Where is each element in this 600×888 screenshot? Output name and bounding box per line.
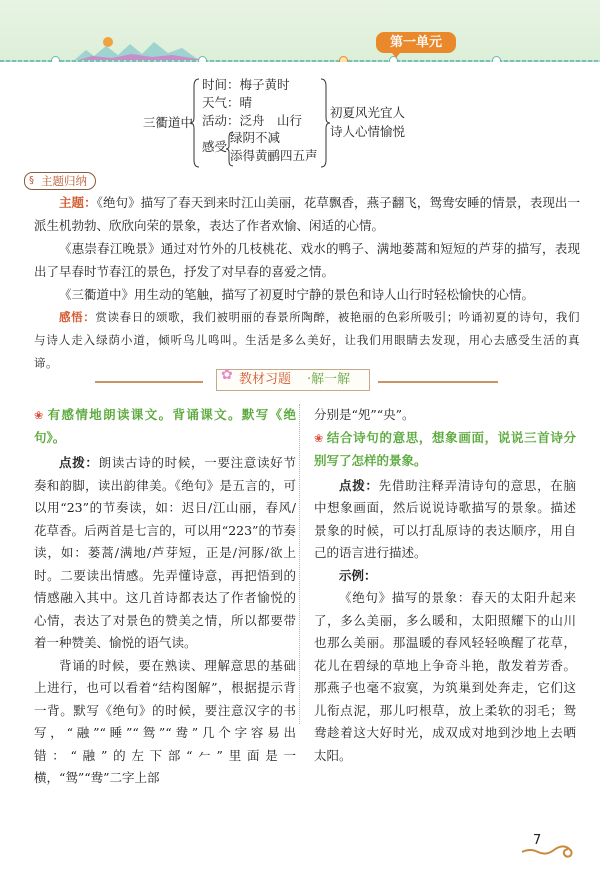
left-column: [34, 404, 296, 790]
header-rule: [0, 60, 600, 62]
example-label: 示例：: [339, 567, 377, 583]
flower-icon: ✿: [221, 367, 233, 383]
banner-divider-right: [378, 381, 498, 383]
page-number: 7: [533, 833, 542, 848]
summary-paragraph-3: 《三衢道中》用生动的笔触，描写了初夏时宁静的景色和诗人山行时轻松愉快的心情。: [59, 287, 535, 302]
exercise-question-2: ❀ 结合诗句的意思，想象画面，说说三首诗分别写了怎样的景象。: [314, 429, 576, 468]
exercise-question-1: ❀ 有感情地朗读课文。背诵课文。默写《绝句》。: [34, 407, 296, 445]
diagram-item-time: 时间：梅子黄时: [202, 77, 290, 92]
diagram-item-feeling: 感受: [202, 139, 228, 154]
rule-dot-active: [339, 56, 348, 62]
structure-diagram: [140, 76, 440, 168]
theme-summary-tag: § 主题归纳: [24, 172, 96, 190]
insight-paragraph: 感悟：赏读春日的颂歌，我们被明丽的春景所陶醉，被艳丽的色彩所吸引；吟诵初夏的诗句，我们与诗人走入绿荫小道，倾听鸟儿鸣叫。生活是多么美好，让我们用眼睛去发现，用心去感受生活的真谛。: [34, 310, 580, 370]
question-mark-icon: ❀: [34, 409, 45, 422]
mountains-icon: [72, 36, 212, 62]
diagram-item-activity: 活动：泛舟 山行: [202, 113, 303, 128]
left-brace-icon: [190, 78, 200, 168]
recite-paragraph: 背诵的时候，要在熟读、理解意思的基础上进行，也可以看着“结构图解”，根据提示背一背。默写《绝句》的时候，要注意汉字的书写，“融”“睡”“鸳”“鸯”几个字容易出错：“融”的左下部“𠂉”里面是一横，“鸳”“鸯”二字上部: [34, 657, 296, 785]
theme-paragraph: 主题：《绝句》描写了春天到来时江山美丽，花草飘香，燕子翻飞，鸳鸯安睡的情景，表现出一派生机勃勃、欣欣向荣的景象，表达了作者欢愉、闲适的心情。: [34, 195, 580, 233]
rule-dot: [51, 56, 60, 62]
scroll-icon: §: [29, 175, 34, 186]
tip-paragraph-1: 点拨：朗读古诗的时候，一要注意读好节奏和韵脚，读出韵律美。《绝句》是五言的，可以用“23”的节奏读，如：迟日/江山丽，春风/花草香。后两首是七言的，可以用“223”的节奏读，如：蒌蒿/满地/芦芽短，正是/河豚/欲上时。二要读出情感。先弄懂诗意，再把悟到的情感融入其中。这几首诗都表达了作者愉悦的心情，表达了对景色的赞美之情，所以都要带着一种赞美、愉悦的语气读。: [34, 455, 296, 650]
question-mark-icon: ❀: [314, 431, 324, 445]
rule-dot: [492, 56, 501, 62]
swirl-ornament-icon: [520, 840, 580, 860]
right-brace-icon: [320, 78, 330, 168]
right-column: [314, 404, 576, 767]
feeling-values: 绿阴不减 添得黄鹂四五声: [230, 130, 318, 163]
tip-paragraph-2: 点拨：先借助注释弄清诗句的意思，在脑中想象画面，然后说说诗歌描写的景象。描述景象的时候，可以打乱原诗的表达顺序，用自己的语言进行描述。: [314, 477, 576, 560]
diagram-root: 三衢道中: [143, 115, 194, 130]
exercise-banner: ✿ 教材习题 ·解一解: [216, 369, 370, 391]
summary-paragraph-2: 《惠崇春江晚景》通过对竹外的几枝桃花、戏水的鸭子、满地蒌蒿和短短的芦芽的描写，表现出了早春时节春江的景色，抒发了对早春的喜爱之情。: [34, 241, 580, 279]
banner-divider-left: [95, 381, 203, 383]
example-paragraph: 《绝句》描写的景象：春天的太阳升起来了，多么美丽，多么暖和，太阳照耀下的山川也那么美丽。那温暖的春风轻轻唤醒了花草，花儿在碧绿的草地上争奇斗艳，散发着芳香。那燕子也毫不寂寞，为筑巢到处奔走，它们这儿衔点泥，那儿叼根草，放上柔软的羽毛；鸳鸯趁着这大好时光，成双成对地到沙地上去晒太阳。: [314, 590, 576, 763]
continuation-text: 分别是“夗”“央”。: [314, 407, 415, 422]
page-header: [0, 0, 600, 62]
rule-dot: [198, 56, 207, 62]
diagram-item-weather: 天气：晴: [202, 95, 253, 110]
unit-badge: 第一单元: [376, 32, 456, 53]
diagram-conclusion: 初夏风光宜人 诗人心情愉悦: [330, 105, 406, 139]
column-separator: [299, 404, 300, 724]
